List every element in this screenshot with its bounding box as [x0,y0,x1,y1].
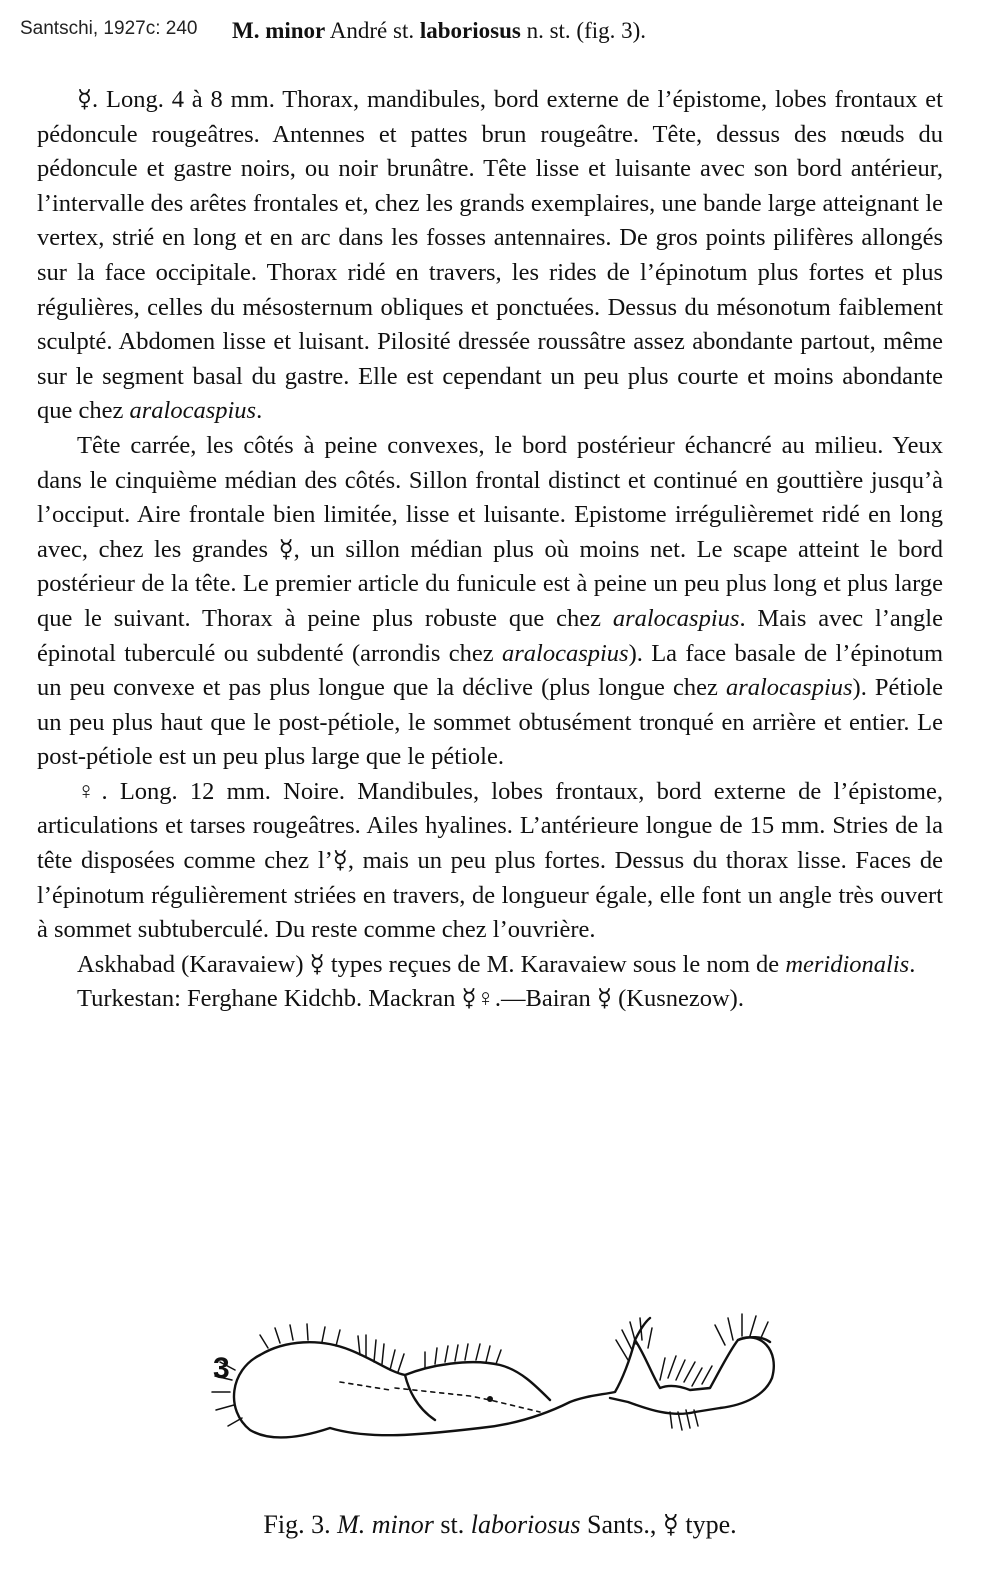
caption-text: st. [433,1510,471,1539]
worker-symbol: ☿ [596,985,612,1013]
title-author: André st. [329,18,415,43]
petiole-outline [635,1318,650,1340]
paragraph-text: . Long. 12 mm. Noire. Mandibules, lobes frontaux, bord externe de l’épistome, articulations et tarses rougeâtres. Ailes hyalines. L’antérieure longue de 15 mm. Stries de la tête disposées comme chez l’ [37,777,943,875]
paragraph-text: . Long. 4 à 8 mm. Thorax, mandibules, bord externe de l’épistome, lobes frontaux et pédoncule rougeâtres. Antennes et pattes brun rougeâtre. Tête, dessus des nœuds du pédoncule et gastre noirs, ou noir brunâtre. Tête lisse et luisante avec son bord antérieur, l’intervalle des arêtes frontales et, chez les grands exemplaires, une bande large atteignant le vertex, strié en long et en arc dans les fosses antennaires. De gros points pilifères allongés sur la face occipitale. Thorax ridé en travers, les rides de l’épinotum plus fortes et plus régulières, celles du mésosternum obliques et ponctuées. Dessus du mésonotum faiblement sculpté. Abdomen lisse et luisant. Pilosité dressée roussâtre assez abondante partout, même sur le segment basal du gastre. Elle est cependant un peu plus courte et moins abondante que chez [37,86,943,425]
paragraph-head-description [37,429,943,775]
punctuation: . [256,397,263,425]
mesonotum-outline [260,1342,550,1400]
caption-subspecies: laboriosus [470,1510,581,1539]
paragraph-text: ). La face basale de l’épinotum un peu convexe et pas plus longue que la déclive (plus longue chez [37,639,944,702]
paragraph-text: , mais un peu plus fortes. Dessus du thorax lisse. Faces de l’épinotum régulièrement striées en travers, de longueur égale, elle font un angle très ouvert à sommet subtuberculé. Du reste comme chez l’ouvrière. [37,847,943,944]
worker-symbol: ☿ [309,950,325,978]
paragraph-text: types reçues de M. Karavaiew sous le nom de [324,950,786,978]
taxon-name: aralocaspius [129,397,257,425]
body-text [37,83,943,1017]
paragraph-text: Askhabad (Karavaiew) [77,950,310,978]
figure-number: 3 [213,1352,230,1385]
epinotum-face [405,1375,435,1420]
postpetiole-outline [738,1337,770,1342]
paragraph-queen-description [37,775,943,948]
thorax-outline [234,1337,774,1437]
paragraph-text: ). Pétiole un peu plus haut que le post-pétiole, le sommet obtusément tronqué en arrière et entier. Le post-pétiole est un peu plus large que le pétiole. [37,674,943,771]
worker-symbol: ☿ [332,847,348,875]
worker-queen-symbols: ☿♀ [461,985,495,1013]
title-species: minor [265,18,326,43]
running-title [232,18,646,44]
paragraph-text: . Mais avec l’angle épinotal tuberculé ou subdenté (arrondis chez [37,604,943,667]
paragraph-text: (Kusnezow). [611,985,744,1013]
paragraph-locality-turkestan [37,982,943,1017]
punctuation: . [909,950,916,978]
paragraph-locality-askhabad [37,948,943,983]
figure-caption [0,1510,1000,1540]
title-subspecies: laboriosus [419,18,521,43]
title-genus: M. [232,18,260,43]
caption-genus: M. [337,1510,366,1539]
ant-thorax-illustration [190,1300,790,1510]
paragraph-text: .—Bairan [494,985,597,1013]
caption-text: type. [678,1510,737,1539]
paragraph-text: Turkestan: Ferghane Kidchb. Mackran [77,985,462,1013]
paragraph-worker-description [37,83,943,429]
taxon-name: aralocaspius [501,639,629,667]
worker-symbol: ☿ [77,86,93,113]
taxon-name: meridionalis [785,950,910,978]
title-status: n. st. (fig. 3). [526,18,647,43]
worker-symbol: ☿ [662,1510,679,1539]
caption-author: Sants., [580,1510,663,1539]
worker-symbol: ☿ [278,535,294,563]
paragraph-text: , un sillon médian plus où moins net. Le scape atteint le bord postérieur de la tête. Le premier article du funicule est à peine un peu plus long et plus large que le suivant. Thorax à peine plus robuste que chez [37,535,943,632]
caption-prefix: Fig. 3. [263,1510,338,1539]
spiracle [487,1396,493,1402]
caption-species: minor [365,1510,434,1539]
paragraph-text: Tête carrée, les côtés à peine convexes, le bord postérieur échancré au milieu. Yeux dans le cinquième médian des côtés. Sillon frontal distinct et continué en gouttière jusqu’à l’occiput. Aire frontale bien limitée, lisse et luisante. Epistome irrégulièremet ridé en long avec, chez les grandes [37,431,943,563]
taxon-name: aralocaspius [725,674,853,702]
citation-label: Santschi, 1927c: 240 [20,18,198,39]
taxon-name: aralocaspius [612,604,740,632]
suture-line [340,1382,540,1412]
queen-symbol: ♀ [77,777,102,805]
